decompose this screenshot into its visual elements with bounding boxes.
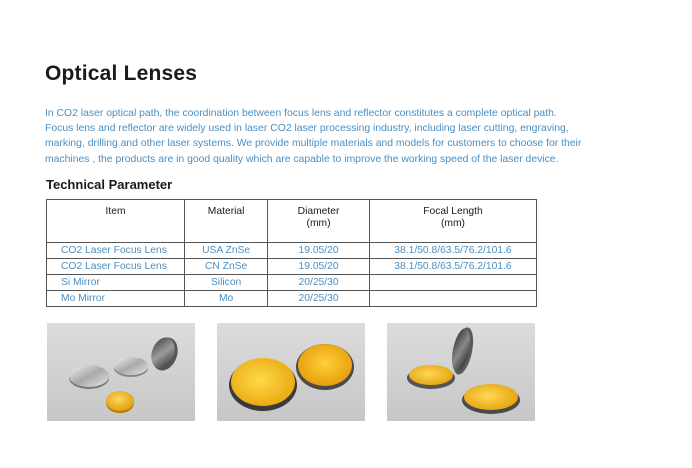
cell-item: CO2 Laser Focus Lens: [47, 259, 185, 275]
intro-line: In CO2 laser optical path, the coordination between focus lens and reflector constitutes a complete optical path.: [45, 108, 557, 119]
intro-line: marking, drilling and other laser systems. We provide multiple materials and models for customers to choose for their: [45, 138, 582, 150]
header-focal-length: [369, 200, 536, 243]
mirrors-and-lens-photo: [47, 323, 195, 421]
table-row: [47, 243, 537, 259]
intro-paragraph: [45, 106, 665, 167]
header-diameter: [268, 200, 370, 243]
cell-material: CN ZnSe: [185, 259, 268, 275]
header-diameter-unit: (mm): [306, 218, 331, 229]
header-item-label: Item: [105, 206, 126, 217]
cell-diameter: 20/25/30: [268, 275, 370, 291]
cell-focal-length: [369, 291, 536, 307]
technical-parameter-table: [46, 199, 537, 307]
header-material: [185, 200, 268, 243]
table-row: [47, 275, 537, 291]
section-title: Technical Parameter: [46, 177, 173, 192]
cell-diameter: 19.05/20: [268, 243, 370, 259]
znse-lenses-photo: [217, 323, 365, 421]
header-focal-label: Focal Length: [423, 206, 483, 217]
cell-item: Mo Mirror: [47, 291, 185, 307]
cell-focal-length: 38.1/50.8/63.5/76.2/101.6: [369, 259, 536, 275]
table-row: [47, 259, 537, 275]
cell-material: USA ZnSe: [185, 243, 268, 259]
header-item: [47, 200, 185, 243]
header-diameter-label: Diameter: [297, 206, 340, 217]
header-material-label: Material: [207, 206, 245, 217]
cell-focal-length: 38.1/50.8/63.5/76.2/101.6: [369, 243, 536, 259]
cell-item: Si Mirror: [47, 275, 185, 291]
cell-material: Mo: [185, 291, 268, 307]
cell-diameter: 19.05/20: [268, 259, 370, 275]
intro-line: machines , the products are in good quality which are capable to improve the working speed of the laser device.: [45, 153, 559, 165]
table-header-row: [47, 200, 537, 243]
table-row: [47, 291, 537, 307]
cell-diameter: 20/25/30: [268, 291, 370, 307]
cell-focal-length: [369, 275, 536, 291]
lenses-on-mirror-photo: [387, 323, 535, 421]
header-focal-unit: (mm): [440, 218, 465, 229]
product-photos: [47, 323, 537, 421]
page-title: Optical Lenses: [45, 62, 198, 85]
cell-item: CO2 Laser Focus Lens: [47, 243, 185, 259]
cell-material: Silicon: [185, 275, 268, 291]
intro-line: Focus lens and reflector are widely used in laser CO2 laser processing industry, including laser cutting, engraving,: [45, 123, 569, 135]
